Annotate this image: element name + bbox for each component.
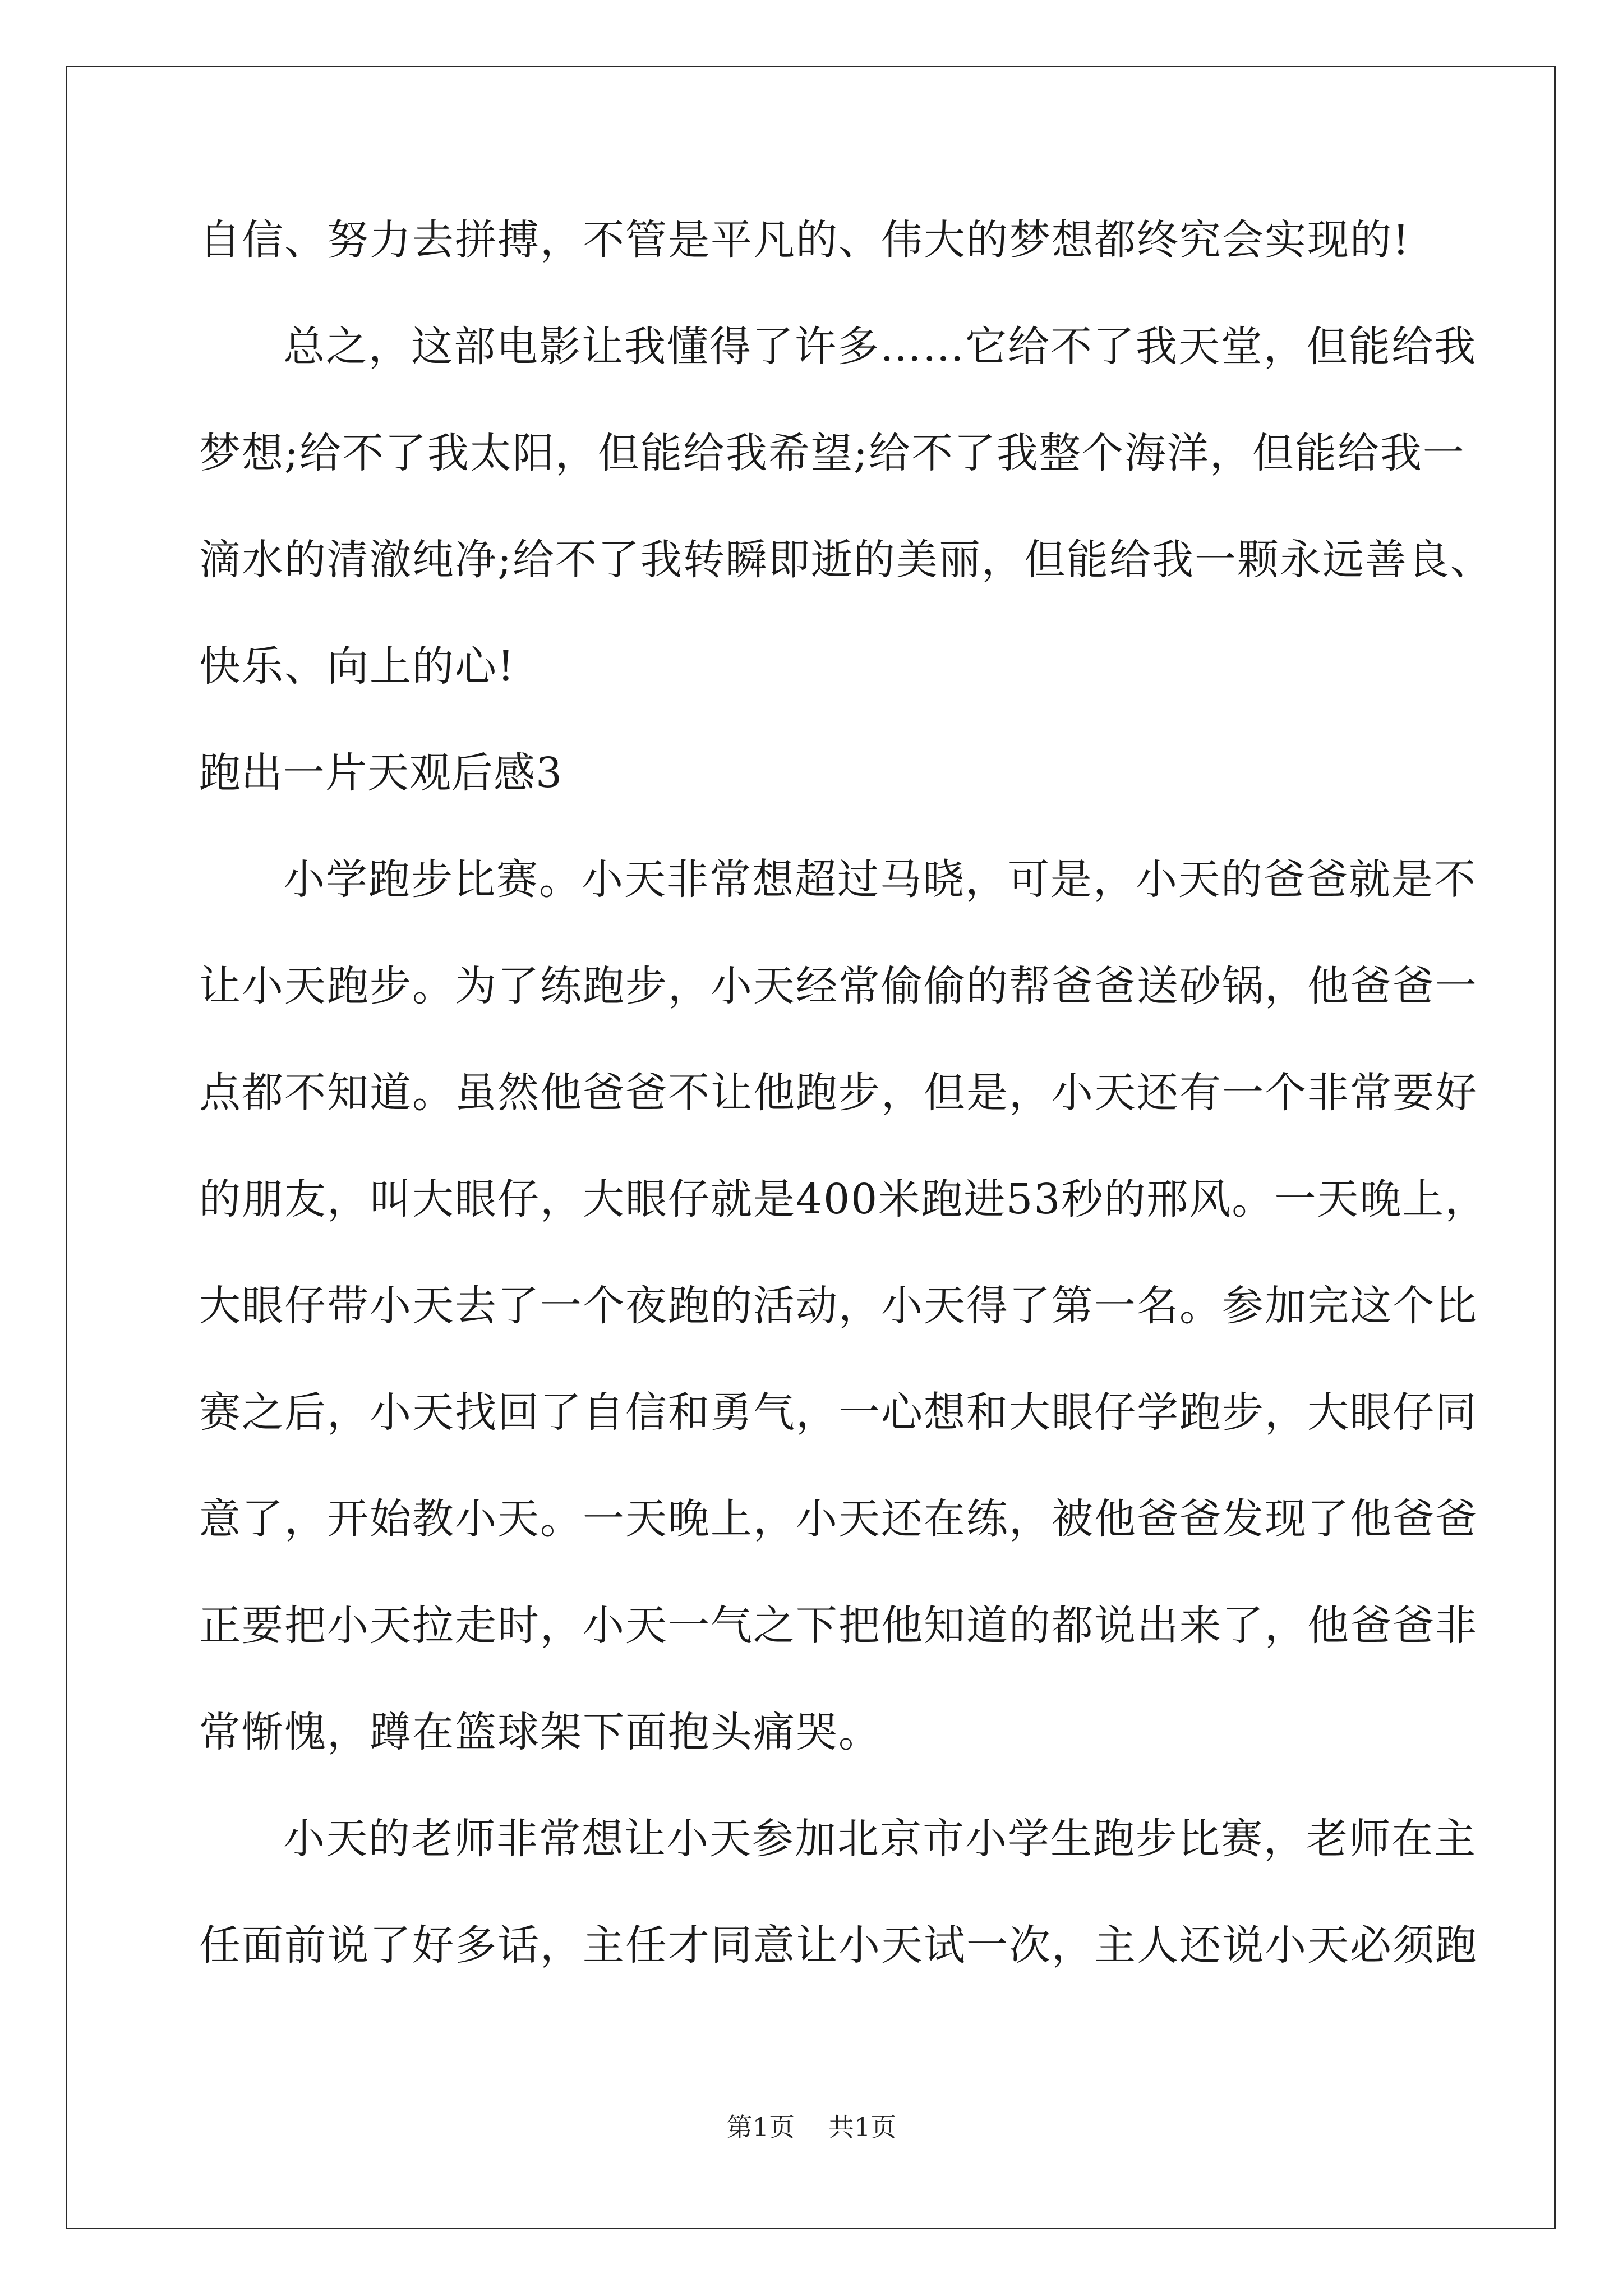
section-heading: 跑出一片天观后感3	[199, 749, 563, 797]
text-line: 正要把小天拉走时，小天一气之下把他知道的都说出来了，他爸爸非	[199, 1602, 1478, 1650]
text-line: 自信、努力去拼搏，不管是平凡的、伟大的梦想都终究会实现的!	[199, 216, 1410, 264]
text-line: 大眼仔带小天去了一个夜跑的活动，小天得了第一名。参加完这个比	[199, 1282, 1478, 1330]
text-line: 梦想;给不了我太阳，但能给我希望;给不了我整个海洋，但能给我一	[199, 429, 1465, 477]
text-line: 常惭愧，蹲在篮球架下面抱头痛哭。	[199, 1708, 881, 1756]
page-total: 共1页	[828, 2112, 897, 2142]
text-line: 快乐、向上的心!	[199, 642, 515, 691]
text-line: 让小天跑步。为了练跑步，小天经常偷偷的帮爸爸送砂锅，他爸爸一	[199, 962, 1478, 1010]
paragraph-start-line: 小学跑步比赛。小天非常想超过马晓，可是，小天的爸爸就是不	[283, 855, 1477, 904]
paragraph-start-line: 总之，这部电影让我懂得了许多……它给不了我天堂，但能给我	[283, 323, 1477, 371]
text-line: 点都不知道。虽然他爸爸不让他跑步，但是，小天还有一个非常要好	[199, 1069, 1478, 1117]
paragraph-start-line: 小天的老师非常想让小天参加北京市小学生跑步比赛，老师在主	[283, 1815, 1477, 1863]
text-line: 赛之后，小天找回了自信和勇气，一心想和大眼仔学跑步，大眼仔同	[199, 1388, 1478, 1437]
document-body	[199, 213, 1493, 2025]
text-line: 的朋友，叫大眼仔，大眼仔就是400米跑进53秒的邢风。一天晚上，	[199, 1175, 1488, 1223]
text-line: 滴水的清澈纯净;给不了我转瞬即逝的美丽，但能给我一颗永远善良、	[199, 536, 1493, 584]
page-footer	[0, 2110, 1623, 2144]
text-line: 意了，开始教小天。一天晚上，小天还在练，被他爸爸发现了他爸爸	[199, 1495, 1478, 1543]
text-line: 任面前说了好多话，主任才同意让小天试一次，主人还说小天必须跑	[199, 1921, 1478, 1970]
page-number: 第1页	[726, 2112, 795, 2142]
